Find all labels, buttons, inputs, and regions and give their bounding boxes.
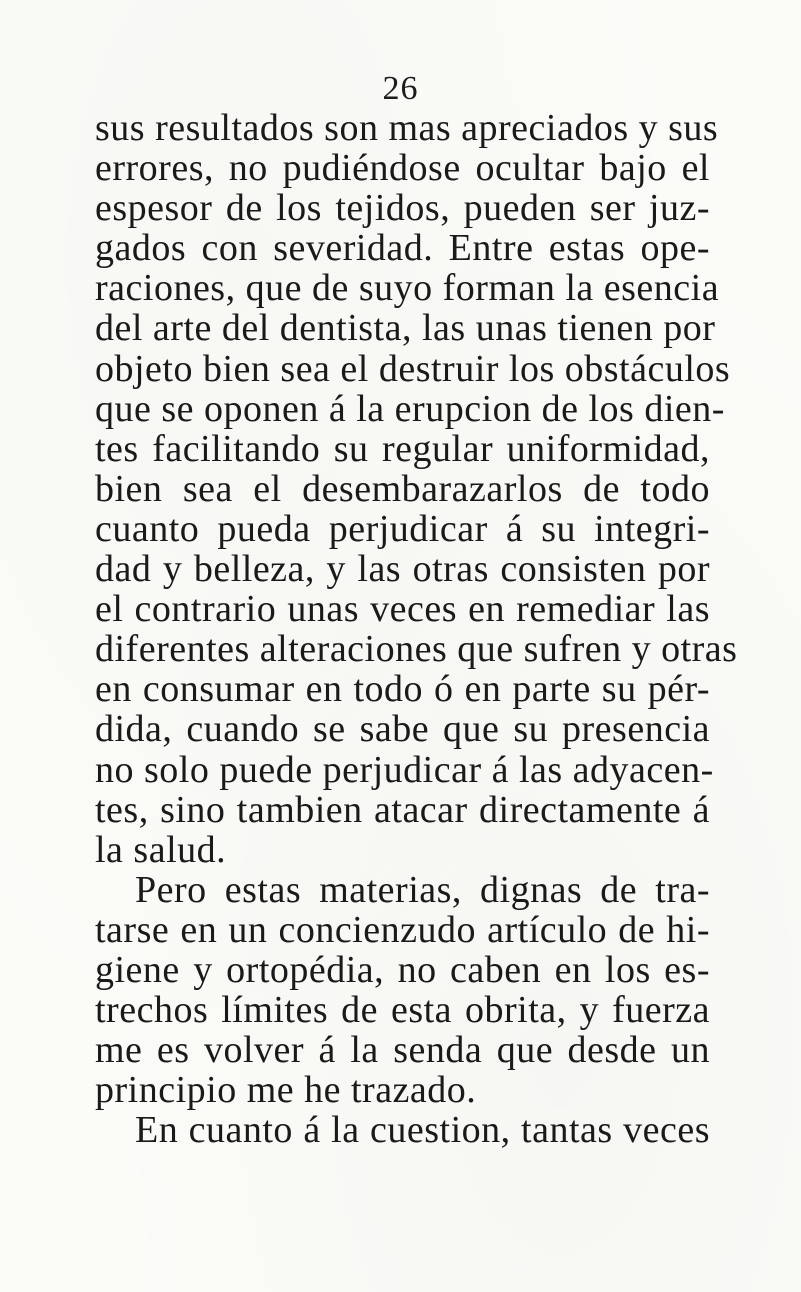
text-line: dad y belleza, y las otras consisten por — [95, 548, 710, 591]
text-line: sus resultados son mas apreciados y sus — [95, 107, 719, 149]
body-text — [95, 107, 738, 1152]
text-line: bien sea el desembarazarlos de todo — [95, 467, 710, 510]
text-line: raciones, que de suyo forman la esencia — [95, 267, 720, 310]
text-line: del arte del dentista, las unas tienen por — [95, 307, 716, 350]
text-line: dida, cuando se sabe que su presencia — [95, 708, 710, 751]
text-line: giene y ortopédia, no caben en los es- — [95, 948, 710, 991]
text-line: el contrario unas veces en remediar las — [95, 588, 710, 631]
text-line: gados con severidad. Entre estas ope- — [95, 227, 710, 270]
text-line: me es volver á la senda que desde un — [95, 1029, 710, 1072]
text-line: En cuanto á la cuestion, tantas veces — [135, 1109, 710, 1152]
text-line: objeto bien sea el destruir los obstáculos — [95, 347, 731, 390]
text-line: no solo puede perjudicar á las adyacen- — [95, 748, 714, 791]
text-line: trechos límites de esta obrita, y fuerza — [95, 989, 710, 1032]
page-number: 26 — [382, 70, 419, 107]
text-line: en consumar en todo ó en parte su pér- — [95, 668, 710, 711]
text-line: diferentes alteraciones que sufren y otras — [95, 628, 738, 671]
text-line: la salud. — [95, 828, 227, 871]
text-line: principio me he trazado. — [95, 1069, 477, 1112]
text-line: que se oponen á la erupcion de los dien- — [95, 387, 725, 430]
text-line: errores, no pudiéndose ocultar bajo el — [95, 147, 710, 190]
text-line: espesor de los tejidos, pueden ser juz- — [95, 187, 710, 230]
text-line: tes facilitando su regular uniformidad, — [95, 427, 710, 470]
text-line: Pero estas materias, dignas de tra- — [135, 868, 710, 911]
text-line: tes, sino tambien atacar directamente á — [95, 788, 710, 831]
text-line: cuanto pueda perjudicar á su integri- — [95, 507, 710, 550]
text-line: tarse en un concienzudo artículo de hi- — [95, 908, 710, 951]
